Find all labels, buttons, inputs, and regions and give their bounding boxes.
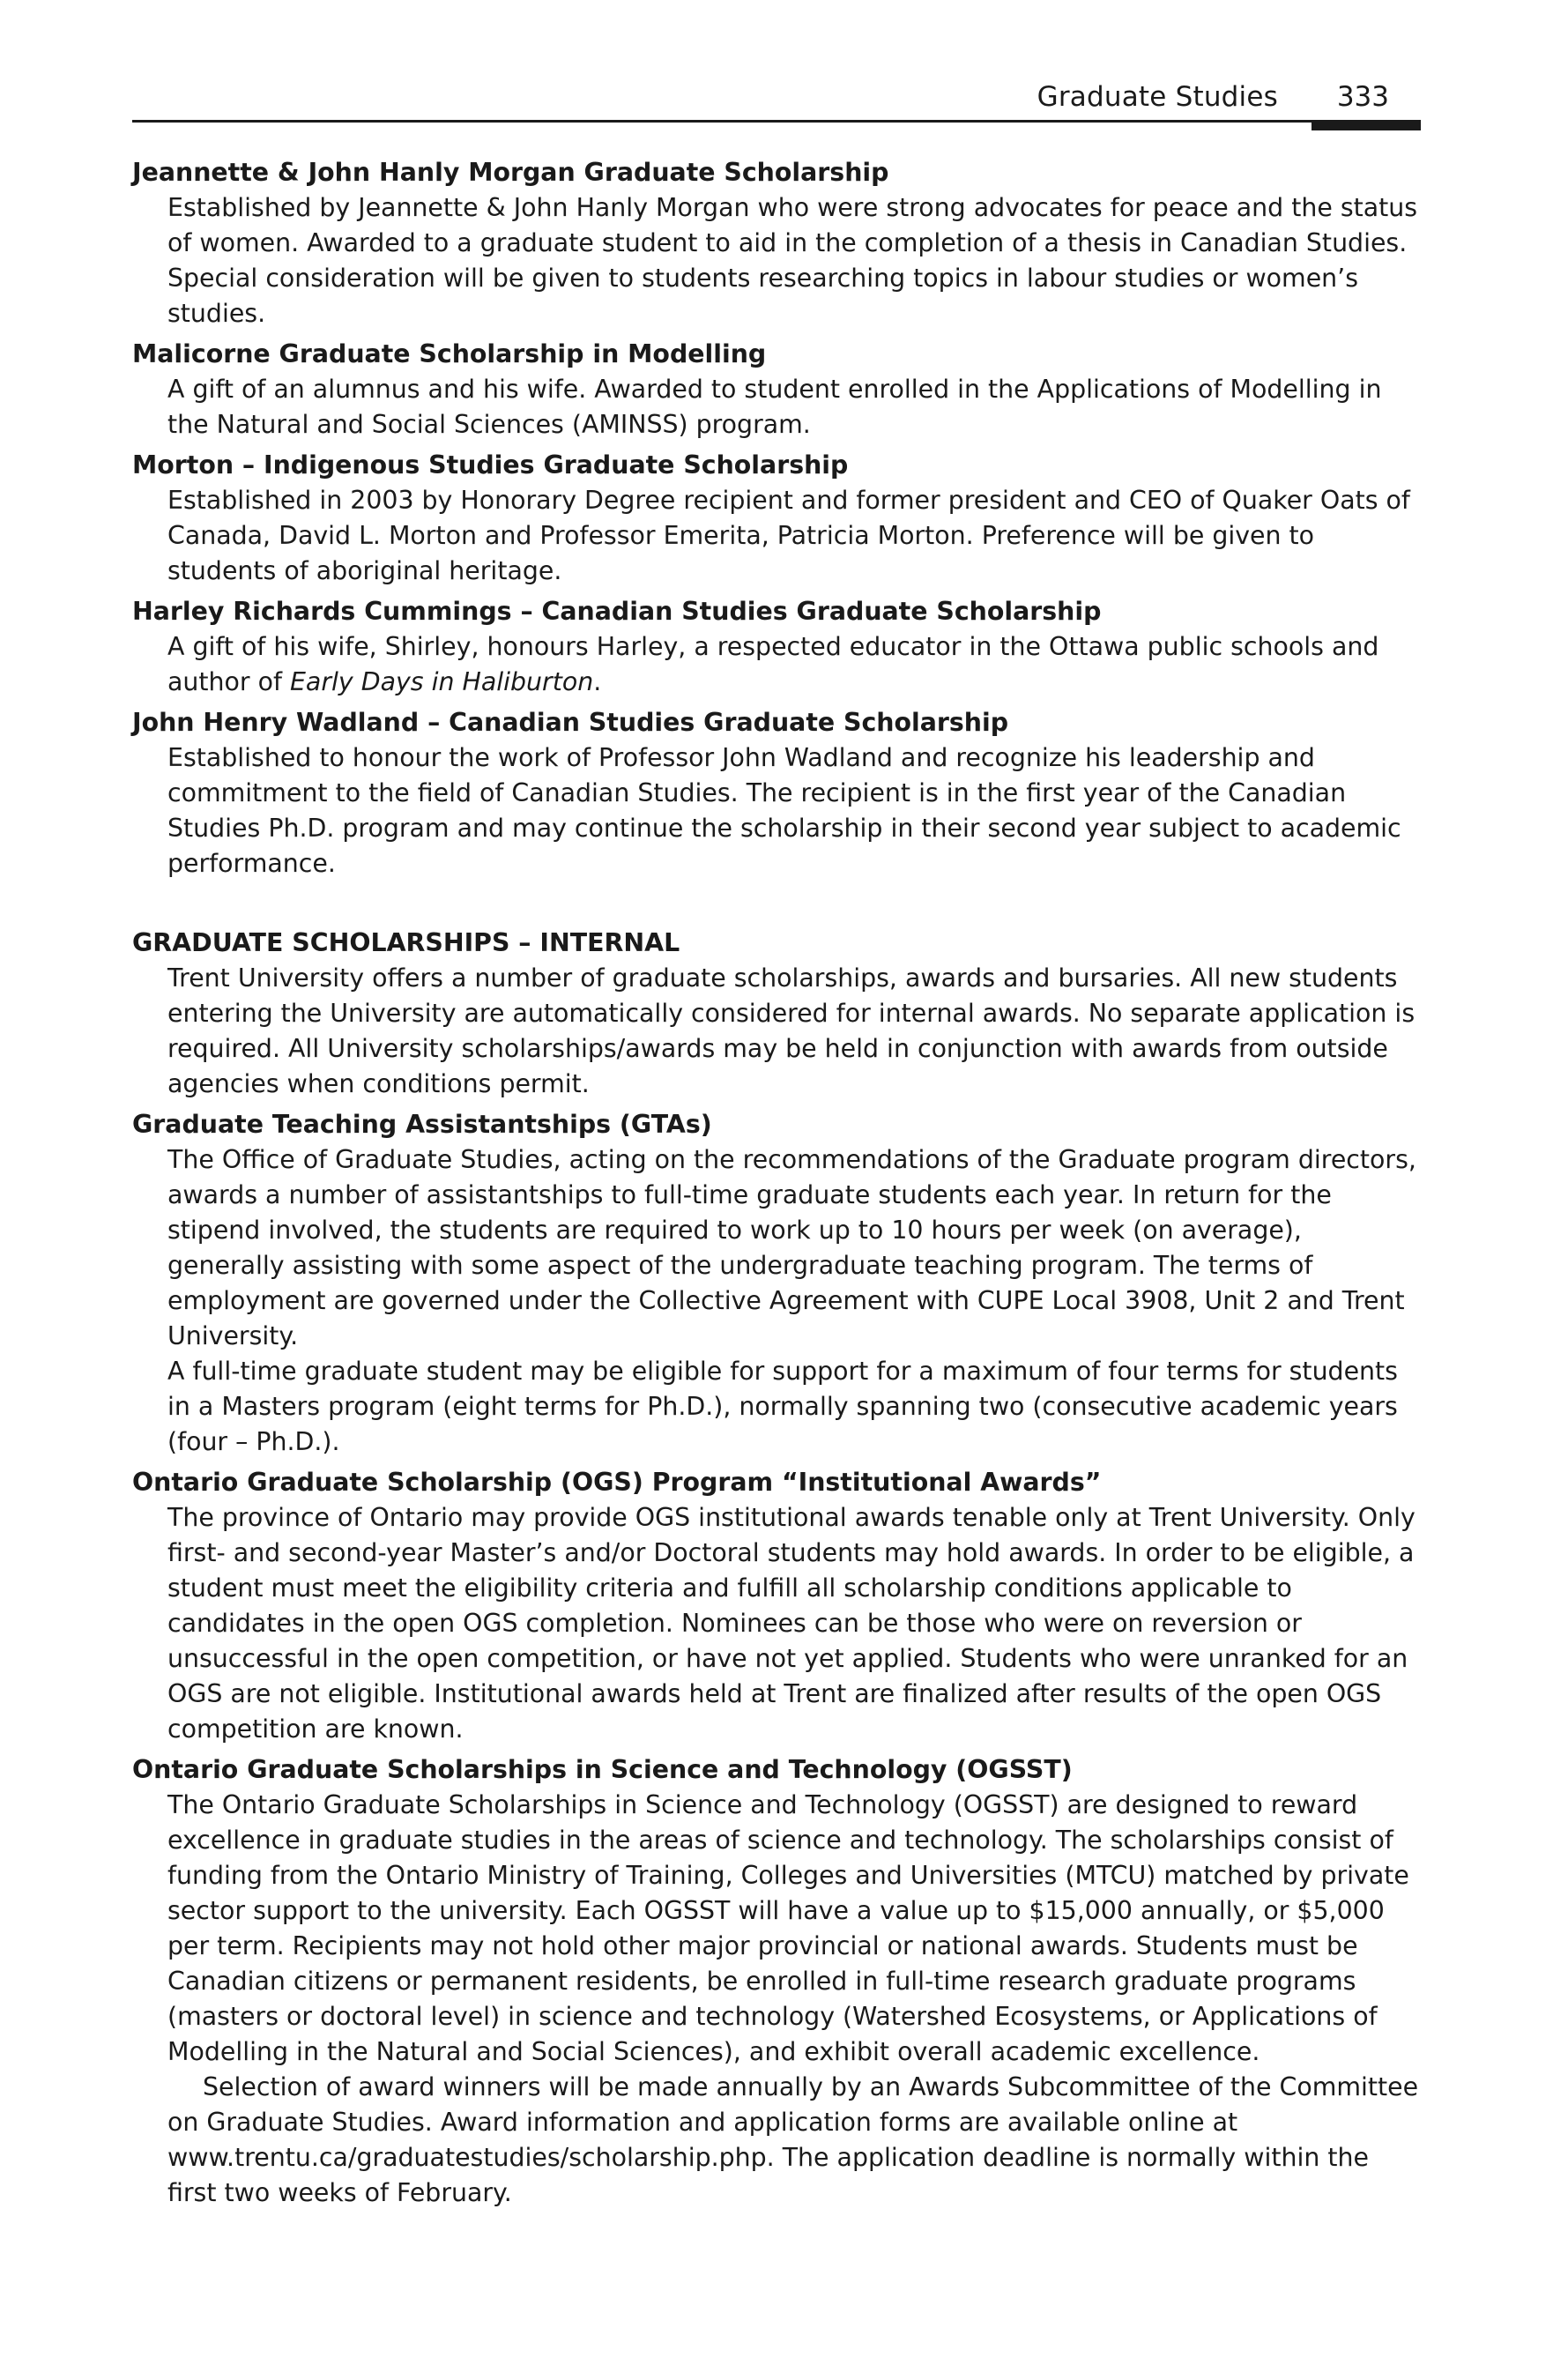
- entry-paragraph: Established to honour the work of Professor John Wadland and recognize his leadership and commitment to the field of Canadian Studies. The recipient is in the first year of the Canadian Studies Ph.D. program and may continue the scholarship in their second year subject to academic performance.: [167, 743, 1401, 878]
- entry-title: Malicorne Graduate Scholarship in Modelling: [132, 339, 767, 368]
- header-block-accent: [1312, 120, 1421, 130]
- page-header: [132, 78, 1421, 130]
- entry-paragraph: Selection of award winners will be made annually by an Awards Subcommittee of the Committee on Graduate Studies. Award information and application forms are available online at www.trentu.ca/graduatestudies/scholarship.php. The application deadline is normally within the first two weeks of February.: [167, 2072, 1419, 2207]
- section-gap: [132, 887, 1421, 926]
- page-number: 333: [1336, 81, 1389, 113]
- entry-malicorne-scholarship: [132, 337, 1421, 443]
- entry-body: [167, 1788, 1421, 2211]
- entry-title: Morton – Indigenous Studies Graduate Scholarship: [132, 450, 849, 480]
- entry-gta: [132, 1107, 1421, 1460]
- page-content: [132, 155, 1421, 2216]
- entry-cummings-scholarship: [132, 594, 1421, 700]
- entry-title: John Henry Wadland – Canadian Studies Graduate Scholarship: [132, 708, 1009, 737]
- entry-paragraph: The Office of Graduate Studies, acting on the recommendations of the Graduate program directors, awards a number of assistantships to full-time graduate students each year. In return for the stipend involved, the students are required to work up to 10 hours per week (on average), generally assisting with some aspect of the undergraduate teaching program. The terms of employment are governed under the Collective Agreement with CUPE Local 3908, Unit 2 and Trent University.: [167, 1145, 1416, 1350]
- entry-body: [167, 483, 1421, 589]
- running-title: Graduate Studies: [1037, 81, 1278, 113]
- entry-body: [167, 629, 1421, 700]
- entry-morgan-scholarship: [132, 155, 1421, 331]
- entry-title: Harley Richards Cummings – Canadian Studies Graduate Scholarship: [132, 597, 1102, 626]
- entry-paragraph: A full-time graduate student may be eligible for support for a maximum of four terms for students in a Masters program (eight terms for Ph.D.), normally spanning two (consecutive academic years (four – Ph.D.).: [167, 1357, 1398, 1456]
- entry-paragraph: The province of Ontario may provide OGS institutional awards tenable only at Trent University. Only first- and second-year Master’s and/or Doctoral students may hold awards. In order to be eligible, a student must meet the eligibility criteria and fulfill all scholarship conditions applicable to candidates in the open OGS completion. Nominees can be those who were on reversion or unsuccessful in the open competition, or have not yet applied. Students who were unranked for an OGS are not eligible. Institutional awards held at Trent are finalized after results of the open OGS competition are known.: [167, 1503, 1416, 1744]
- entry-body: [167, 1142, 1421, 1460]
- book-title: Early Days in Haliburton: [289, 667, 594, 696]
- section-heading: GRADUATE SCHOLARSHIPS – INTERNAL: [132, 928, 680, 957]
- entry-body: [167, 372, 1421, 443]
- entry-body: [167, 961, 1421, 1102]
- entry-paragraph-end: .: [593, 667, 602, 696]
- entry-paragraph: Established in 2003 by Honorary Degree recipient and former president and CEO of Quaker Oats of Canada, David L. Morton and Professor Emerita, Patricia Morton. Preference will be given to students of aboriginal heritage.: [167, 486, 1410, 585]
- header-rule: [132, 120, 1421, 123]
- entry-body: [167, 740, 1421, 881]
- entry-body: [167, 190, 1421, 331]
- entry-title: Graduate Teaching Assistantships (GTAs): [132, 1110, 712, 1139]
- entry-paragraph: Established by Jeannette & John Hanly Morgan who were strong advocates for peace and the status of women. Awarded to a graduate student to aid in the completion of a thesis in Canadian Studies. Special consideration will be given to students researching topics in labour studies or women’s studies.: [167, 193, 1418, 328]
- entry-ogsst: [132, 1752, 1421, 2211]
- entry-wadland-scholarship: [132, 705, 1421, 881]
- entry-title: Ontario Graduate Scholarships in Science and Technology (OGSST): [132, 1755, 1073, 1784]
- entry-internal-scholarships: [132, 926, 1421, 1102]
- entry-paragraph-text: A gift of his wife, Shirley, honours Harley, a respected educator in the Ottawa public schools and author of: [167, 632, 1379, 696]
- entry-title: Ontario Graduate Scholarship (OGS) Program “Institutional Awards”: [132, 1468, 1102, 1497]
- entry-paragraph: Trent University offers a number of graduate scholarships, awards and bursaries. All new students entering the University are automatically considered for internal awards. No separate application is required. All University scholarships/awards may be held in conjunction with awards from outside agencies when conditions permit.: [167, 963, 1416, 1098]
- entry-body: [167, 1500, 1421, 1747]
- entry-morton-scholarship: [132, 448, 1421, 589]
- entry-paragraph: A gift of an alumnus and his wife. Awarded to student enrolled in the Applications of Modelling in the Natural and Social Sciences (AMINSS) program.: [167, 375, 1382, 439]
- entry-paragraph: [167, 629, 1421, 700]
- entry-title: Jeannette & John Hanly Morgan Graduate Scholarship: [132, 158, 889, 187]
- entry-ogs: [132, 1465, 1421, 1747]
- entry-paragraph: The Ontario Graduate Scholarships in Science and Technology (OGSST) are designed to reward excellence in graduate studies in the areas of science and technology. The scholarships consist of funding from the Ontario Ministry of Training, Colleges and Universities (MTCU) matched by private sector support to the university. Each OGSST will have a value up to $15,000 annually, or $5,000 per term. Recipients may not hold other major provincial or national awards. Students must be Canadian citizens or permanent residents, be enrolled in full-time research graduate programs (masters or doctoral level) in science and technology (Watershed Ecosystems, or Applications of Modelling in the Natural and Social Sciences), and exhibit overall academic excellence.: [167, 1790, 1409, 2066]
